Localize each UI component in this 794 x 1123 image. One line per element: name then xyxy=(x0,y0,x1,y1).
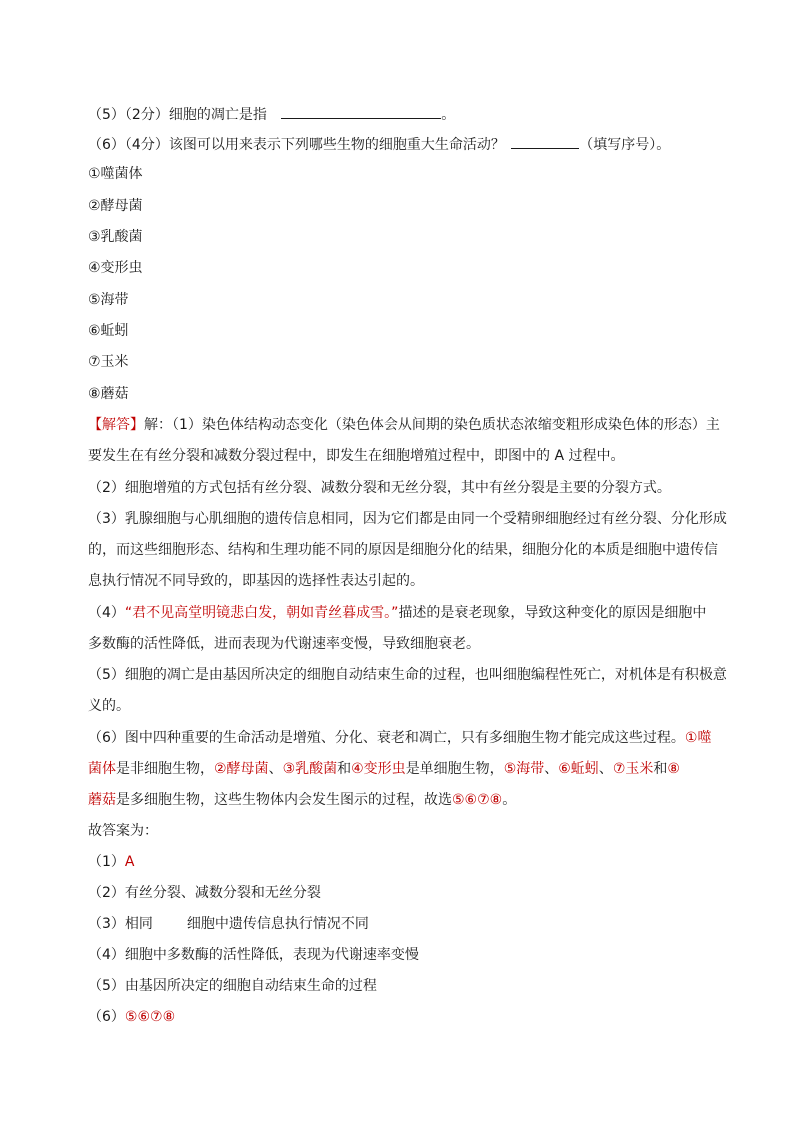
answer-paragraph-2: （2）细胞增殖的方式包括有丝分裂、减数分裂和无丝分裂，其中有丝分裂是主要的分裂方式。 xyxy=(88,480,671,496)
answer-lead: （1） xyxy=(88,854,125,870)
summary-label: 故答案为： xyxy=(88,823,158,839)
question-5-end: 。 xyxy=(441,107,456,123)
final-answer-5: （5）由基因所决定的细胞自动结束生命的过程 xyxy=(88,978,377,994)
highlight-text: ⑦玉米 xyxy=(612,761,654,777)
answer-text: 息执行情况不同导致的，即基因的选择性表达引起的。 xyxy=(88,573,424,589)
answer-paragraph-3: （3）乳腺细胞与心肌细胞的遗传信息相同，因为它们都是由同一个受精卵细胞经过有丝分裂、分化形成 xyxy=(88,511,727,527)
answer-text xyxy=(88,790,516,810)
answer-text: 的，而这些细胞形态、结构和生理功能不同的原因是细胞分化的结果，细胞分化的本质是细胞中遗传信 xyxy=(88,542,718,558)
highlight-text: ①噬 xyxy=(684,730,712,746)
final-answer-1 xyxy=(88,852,135,872)
highlight-text: ⑧ xyxy=(667,761,680,777)
answer-text: 是单细胞生物， xyxy=(405,761,504,777)
option-item: ②酵母菌 xyxy=(88,198,143,214)
answer-text: 多数酶的活性降低，进而表现为代谢速率变慢，导致细胞衰老。 xyxy=(88,636,480,652)
question-6-end: （填写序号）。 xyxy=(579,137,671,153)
answer-paragraph-6 xyxy=(88,728,711,748)
highlight-text: A xyxy=(124,854,135,870)
highlight-text: ②酵母菌 xyxy=(214,761,269,777)
option-item: ⑧蘑菇 xyxy=(88,386,129,402)
highlight-text: 蘑菇 xyxy=(88,792,116,808)
question-5-text: （5）（2分）细胞的凋亡是指 xyxy=(88,107,267,123)
highlight-text: ③乳酸菌 xyxy=(282,761,338,777)
question-6-text: （6）（4分）该图可以用来表示下列哪些生物的细胞重大生命活动？ xyxy=(88,137,505,153)
final-answer-4: （4）细胞中多数酶的活性降低，表现为代谢速率变慢 xyxy=(88,947,419,963)
option-item: ①噬菌体 xyxy=(88,166,143,182)
question-6 xyxy=(88,133,670,155)
answer-text: 、 xyxy=(544,761,559,777)
poem-quote: “君不见高堂明镜悲白发，朝如青丝暮成雪。” xyxy=(124,605,399,621)
answer-text: 细胞中遗传信息执行情况不同 xyxy=(186,916,369,932)
question-5 xyxy=(88,103,455,125)
answer-text: 是非细胞生物， xyxy=(116,761,214,777)
highlight-text: ⑤海带 xyxy=(503,761,545,777)
answer-text: 描述的是衰老现象，导致这种变化的原因是细胞中 xyxy=(398,605,707,621)
final-answer-2: （2）有丝分裂、减数分裂和无丝分裂 xyxy=(88,885,321,901)
answer-blank xyxy=(281,103,441,119)
option-item: ⑥蚯蚓 xyxy=(88,323,129,339)
option-item: ③乳酸菌 xyxy=(88,229,143,245)
highlight-text: ⑥蚯蚓 xyxy=(558,761,599,777)
answer-text: 要发生在有丝分裂和减数分裂过程中，即发生在细胞增殖过程中，即图中的 A 过程中。 xyxy=(88,448,625,464)
final-answer-3 xyxy=(88,914,369,934)
option-item: ④变形虫 xyxy=(88,260,143,276)
answer-text: （6）图中四种重要的生命活动是增殖、分化、衰老和凋亡，只有多细胞生物才能完成这些过程。 xyxy=(88,730,685,746)
answer-text: 义的。 xyxy=(88,698,130,714)
answer-tag: 【解答】 xyxy=(88,417,144,433)
highlight-text: 菌体 xyxy=(88,761,116,777)
option-item: ⑤海带 xyxy=(88,292,129,308)
answer-text: （1）染色体结构动态变化（染色体会从间期的染色质状态浓缩变粗形成染色体的形态）主 xyxy=(172,417,720,433)
answer-text: 、 xyxy=(598,761,613,777)
answer-lead: （3）相同 xyxy=(88,916,153,932)
highlight-text: ④变形虫 xyxy=(351,761,406,777)
answer-lead: （4） xyxy=(88,605,125,621)
answer-text: 和 xyxy=(337,761,352,777)
answer-text xyxy=(88,759,680,779)
answer-lead: 解： xyxy=(144,417,172,433)
final-answer-6 xyxy=(88,1007,175,1027)
answer-lead: （6） xyxy=(88,1009,125,1025)
answer-paragraph-4 xyxy=(88,603,706,623)
answer-text: 和 xyxy=(653,761,668,777)
answer-blank xyxy=(511,133,579,149)
highlight-text: ⑤⑥⑦⑧ xyxy=(124,1009,176,1025)
answer-paragraph-1 xyxy=(88,415,720,435)
option-item: ⑦玉米 xyxy=(88,354,129,370)
answer-paragraph-5: （5）细胞的凋亡是由基因所决定的细胞自动结束生命的过程，也叫细胞编程性死亡，对机体是有积极意 xyxy=(88,667,727,683)
answer-text: 。 xyxy=(502,792,517,808)
answer-text: 、 xyxy=(268,761,283,777)
highlight-text: ⑤⑥⑦⑧ xyxy=(452,792,503,808)
answer-text: 是多细胞生物，这些生物体内会发生图示的过程，故选 xyxy=(116,792,452,808)
